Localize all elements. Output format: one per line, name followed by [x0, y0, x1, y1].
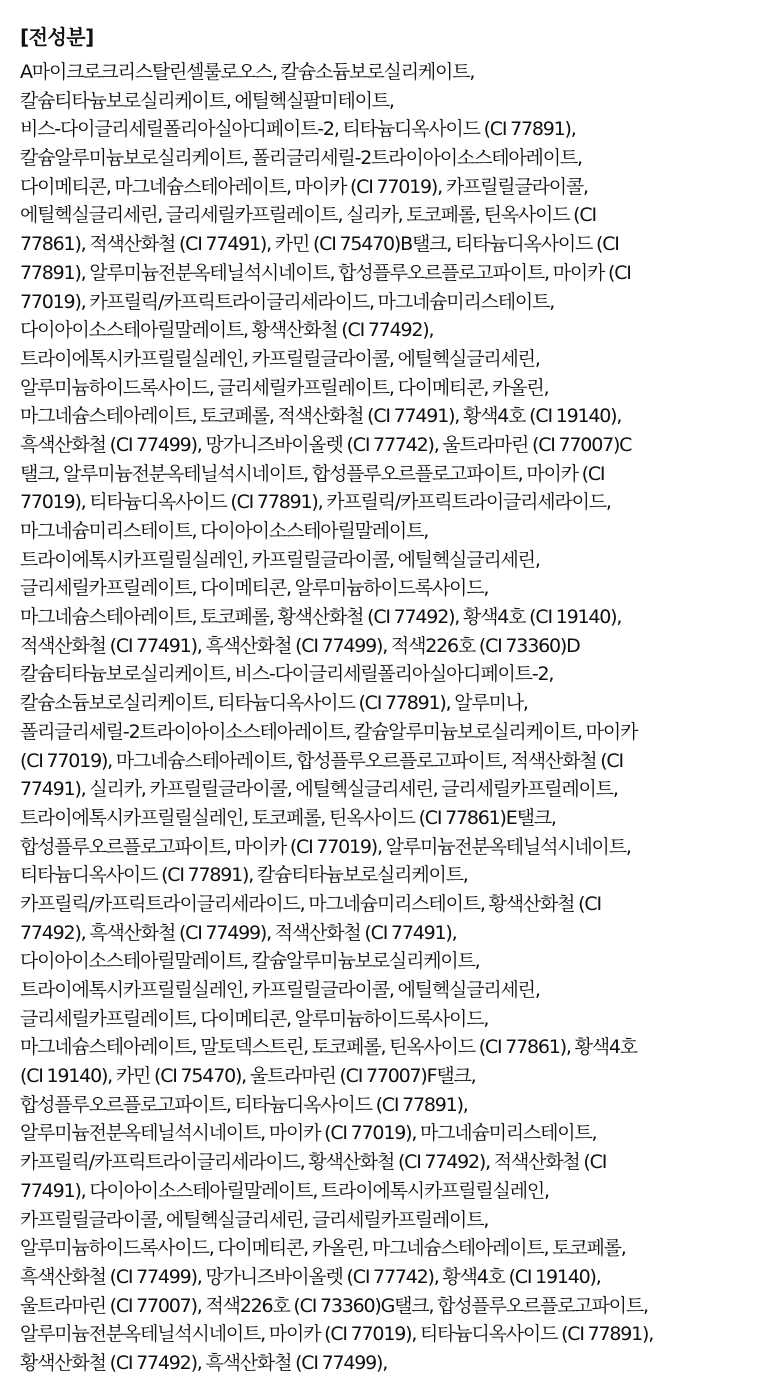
ingredient-line: 비스-다이글리세릴폴리아실아디페이트-2, 티타늄디옥사이드 (CI 77891), [20, 118, 576, 141]
ingredient-line: 칼슘알루미늄보로실리케이트, 폴리글리세릴-2트라이아이소스테아레이트, [20, 147, 582, 170]
ingredient-line: 77019), 카프릴릭/카프릭트라이글리세라이드, 마그네슘미리스테이트, [20, 290, 555, 313]
ingredient-line: (CI 19140), 카민 (CI 75470), 울트라마린 (CI 77007)F탤크, [20, 1065, 476, 1088]
ingredient-line: 77491), 실리카, 카프릴릴글라이콜, 에틸헥실글리세린, 글리세릴카프릴레이트, [20, 778, 618, 801]
ingredient-line: 흑색산화철 (CI 77499), 망가니즈바이올렛 (CI 77742), 울트라마린 (CI 77007)C [20, 433, 632, 456]
ingredient-line: 다이아이소스테아릴말레이트, 칼슘알루미늄보로실리케이트, [20, 950, 480, 973]
ingredient-line: 합성플루오르플로고파이트, 마이카 (CI 77019), 알루미늄전분옥테닐석시네이트, [20, 835, 631, 858]
ingredient-line: 77861), 적색산화철 (CI 77491), 카민 (CI 75470)B탤크, 티타늄디옥사이드 (CI [20, 233, 619, 256]
ingredient-line: 글리세릴카프릴레이트, 다이메티콘, 알루미늄하이드록사이드, [20, 1007, 489, 1030]
ingredient-line: 마그네슘스테아레이트, 토코페롤, 적색산화철 (CI 77491), 황색4호 (CI 19140), [20, 405, 622, 428]
ingredient-line: (CI 77019), 마그네슘스테아레이트, 합성플루오르플로고파이트, 적색산화철 (CI [20, 749, 623, 772]
ingredient-line: 알루미늄하이드록사이드, 다이메티콘, 카올린, 마그네슘스테아레이트, 토코페롤, [20, 1237, 626, 1260]
ingredient-line: 티타늄디옥사이드 (CI 77891), 칼슘티타늄보로실리케이트, [20, 864, 468, 887]
ingredient-line: 칼슘티타늄보로실리케이트, 비스-다이글리세릴폴리아실아디페이트-2, [20, 663, 554, 686]
ingredient-line: 트라이에톡시카프릴릴실레인, 카프릴릴글라이콜, 에틸헥실글리세린, [20, 347, 540, 370]
ingredient-line: 칼슘티타늄보로실리케이트, 에틸헥실팔미테이트, [20, 89, 394, 112]
ingredients-heading: [전성분] [20, 25, 94, 49]
ingredient-line: 트라이에톡시카프릴릴실레인, 카프릴릴글라이콜, 에틸헥실글리세린, [20, 979, 540, 1001]
ingredients-list [20, 58, 780, 1378]
ingredient-line: 카프릴릴글라이콜, 에틸헥실글리세린, 글리세릴카프릴레이트, [20, 1208, 489, 1231]
ingredient-line: 알루미늄전분옥테닐석시네이트, 마이카 (CI 77019), 마그네슘미리스테이트, [20, 1122, 597, 1145]
ingredient-line: 카프릴릭/카프릭트라이글리세라이드, 황색산화철 (CI 77492), 적색산화철 (CI [20, 1151, 607, 1174]
ingredient-line: 글리세릴카프릴레이트, 다이메티콘, 알루미늄하이드록사이드, [20, 577, 489, 600]
ingredient-line: 트라이에톡시카프릴릴실레인, 토코페롤, 틴옥사이드 (CI 77861)E탤크, [20, 806, 556, 829]
ingredient-line: 77491), 다이아이소스테아릴말레이트, 트라이에톡시카프릴릴실레인, [20, 1179, 549, 1202]
ingredient-line: 알루미늄전분옥테닐석시네이트, 마이카 (CI 77019), 티타늄디옥사이드 (CI 77891), [20, 1323, 654, 1346]
ingredient-line: 77492), 흑색산화철 (CI 77499), 적색산화철 (CI 77491), [20, 921, 457, 944]
ingredient-line: 마그네슘미리스테이트, 다이아이소스테아릴말레이트, [20, 520, 429, 542]
ingredient-line: 칼슘소듐보로실리케이트, 티타늄디옥사이드 (CI 77891), 알루미나, [20, 692, 528, 715]
ingredient-line: 다이아이소스테아릴말레이트, 황색산화철 (CI 77492), [20, 319, 434, 342]
ingredient-line: 울트라마린 (CI 77007), 적색226호 (CI 73360)G탤크, 합성플루오르플로고파이트, [20, 1294, 648, 1317]
ingredients-document [20, 22, 780, 1378]
ingredient-line: 알루미늄하이드록사이드, 글리세릴카프릴레이트, 다이메티콘, 카올린, [20, 376, 549, 399]
ingredient-line: 탤크, 알루미늄전분옥테닐석시네이트, 합성플루오르플로고파이트, 마이카 (CI [20, 462, 605, 485]
ingredient-line: 폴리글리세릴-2트라이아이소스테아레이트, 칼슘알루미늄보로실리케이트, 마이카 [20, 720, 638, 743]
ingredient-line: 마그네슘스테아레이트, 토코페롤, 황색산화철 (CI 77492), 황색4호 (CI 19140), [20, 606, 622, 629]
ingredient-line: 적색산화철 (CI 77491), 흑색산화철 (CI 77499), 적색226호 (CI 73360)D [20, 634, 580, 657]
ingredient-line: 마그네슘스테아레이트, 말토덱스트린, 토코페롤, 틴옥사이드 (CI 77861), 황색4호 [20, 1036, 637, 1059]
ingredient-line: 합성플루오르플로고파이트, 티타늄디옥사이드 (CI 77891), [20, 1093, 468, 1116]
ingredient-line: 77019), 티타늄디옥사이드 (CI 77891), 카프릴릭/카프릭트라이글리세라이드, [20, 491, 611, 514]
ingredient-line: 흑색산화철 (CI 77499), 망가니즈바이올렛 (CI 77742), 황색4호 (CI 19140), [20, 1265, 601, 1288]
ingredient-line: 황색산화철 (CI 77492), 흑색산화철 (CI 77499), [20, 1351, 388, 1374]
ingredient-line: A마이크로크리스탈린셀룰로오스, 칼슘소듐보로실리케이트, [20, 61, 475, 83]
ingredient-line: 카프릴릭/카프릭트라이글리세라이드, 마그네슘미리스테이트, 황색산화철 (CI [20, 892, 601, 915]
ingredient-line: 트라이에톡시카프릴릴실레인, 카프릴릴글라이콜, 에틸헥실글리세린, [20, 548, 540, 571]
ingredient-line: 77891), 알루미늄전분옥테닐석시네이트, 합성플루오르플로고파이트, 마이카 (CI [20, 261, 631, 284]
ingredient-line: 에틸헥실글리세린, 글리세릴카프릴레이트, 실리카, 토코페롤, 틴옥사이드 (CI [20, 204, 596, 227]
ingredient-line: 다이메티콘, 마그네슘스테아레이트, 마이카 (CI 77019), 카프릴릴글라이콜, [20, 175, 588, 198]
